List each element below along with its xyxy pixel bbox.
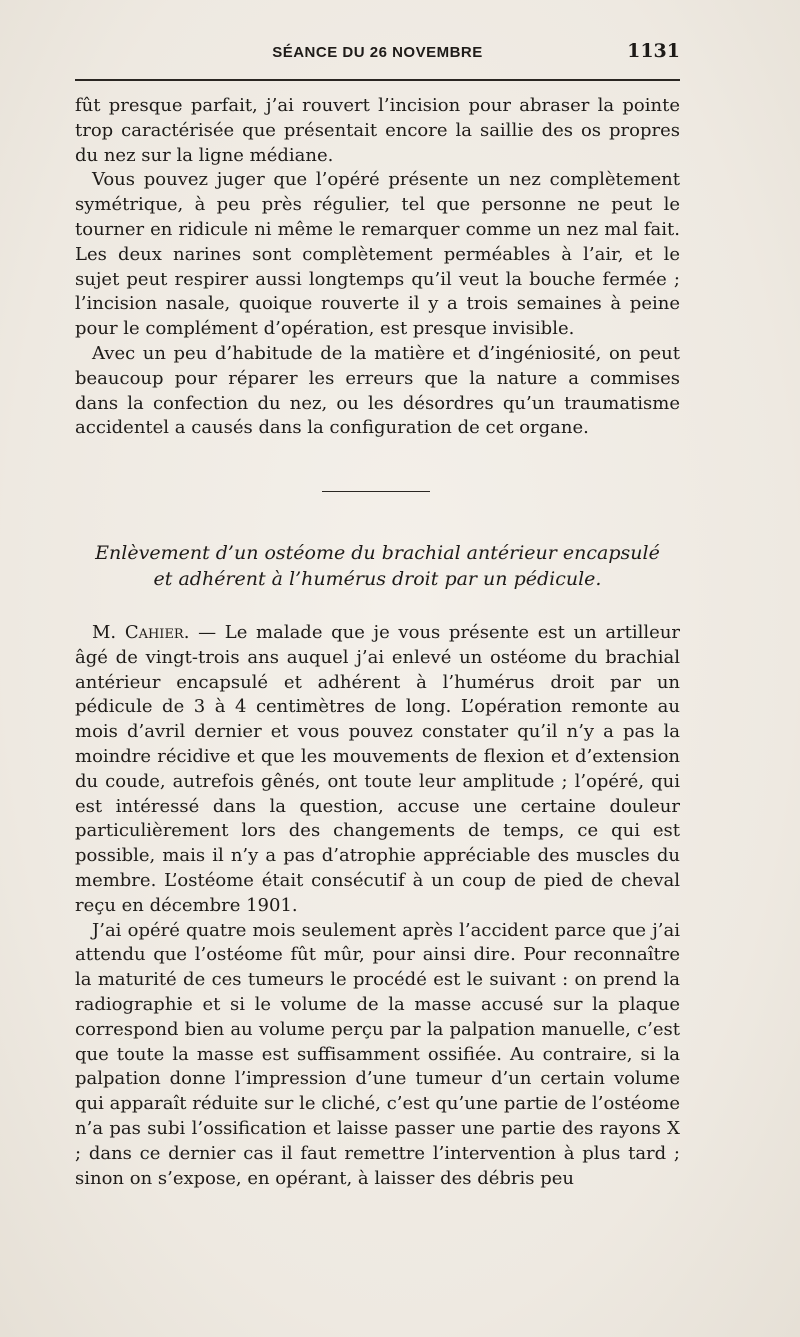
section-title-line: Enlèvement d’un ostéome du brachial antérieur encapsulé — [95, 542, 660, 564]
previous-article-ending — [75, 94, 680, 441]
article-body — [75, 621, 680, 1191]
section-title-line: et adhérent à l’humérus droit par un pédicule. — [153, 568, 602, 590]
page-header — [75, 40, 680, 70]
paragraph: J’ai opéré quatre mois seulement après l’accident parce que j’ai attendu que l’ostéome fût mûr, pour ainsi dire. Pour reconnaître la maturité de ces tumeurs le procédé est le suivant : on prend la radiographie et si le volume de la masse accusé sur la plaque correspond bien au volume perçu par la palpation manuelle, c’est que toute la masse est suffisamment ossifiée. Au contraire, si la palpation donne l’impression d’une tumeur d’un certain volume qui apparaît réduite sur le cliché, c’est qu’une partie de l’ostéome n’a pas subi l’ossification et laisse passer une partie des rayons X ; dans ce dernier cas il faut remettre l’intervention à plus tard ; sinon on s’expose, en opérant, à laisser des débris peu — [75, 919, 680, 1189]
paragraph: Vous pouvez juger que l’opéré présente un nez complètement symétrique, à peu près régulier, tel que personne ne peut le tourner en ridicule ni même le remarquer comme un nez mal fait. Les deux narines sont complètement perméables à l’air, et le sujet peut respirer aussi longtemps qu’il veut la bouche fermée ; l’incision nasale, quoique rouverte il y a trois semaines à peine pour le complément d’opération, est presque invisible. — [75, 169, 680, 340]
paragraph: Avec un peu d’habitude de la matière et d’ingéniosité, on peut beaucoup pour réparer les erreurs que la nature a commises dans la confection du nez, ou les désordres qu’un traumatisme accidentel a causés dans la configuration de cet organe. — [75, 342, 680, 439]
paragraph — [75, 621, 680, 919]
paragraph-text: Le malade que je vous présente est un artilleur âgé de vingt-trois ans auquel j’ai enlevé un ostéome du brachial antérieur encapsulé et adhérent à l’humérus droit par un pédicule de 3 à 4 centimètres de long. L’opération remonte au mois d’avril dernier et vous pouvez constater qu’il n’y a pas la moindre récidive et que les mouvements de flexion et d’extension du coude, autrefois gênés, ont toute leur amplitude ; l’opéré, qui est intéressé dans la question, accuse une certaine douleur particulièrement lors des changements de temps, ce qui est possible, mais il n’y a pas d’atrophie appréciable des muscles du membre. L’ostéome était consécutif à un coup de pied de cheval reçu en décembre 1901. — [75, 622, 681, 916]
section-divider — [322, 491, 430, 492]
running-head: SÉANCE DU 26 NOVEMBRE — [272, 44, 483, 61]
speaker-name: Cahier — [124, 622, 184, 643]
header-rule — [75, 79, 680, 81]
paragraph: fût presque parfait, j’ai rouvert l’incision pour abraser la pointe trop caractérisée que présentait encore la saillie des os propres du nez sur la ligne médiane. — [75, 95, 680, 166]
section-title — [75, 540, 680, 592]
speaker-suffix: . — — [183, 622, 225, 643]
speaker-prefix: M. — [92, 622, 125, 643]
page-number: 1131 — [627, 40, 680, 62]
